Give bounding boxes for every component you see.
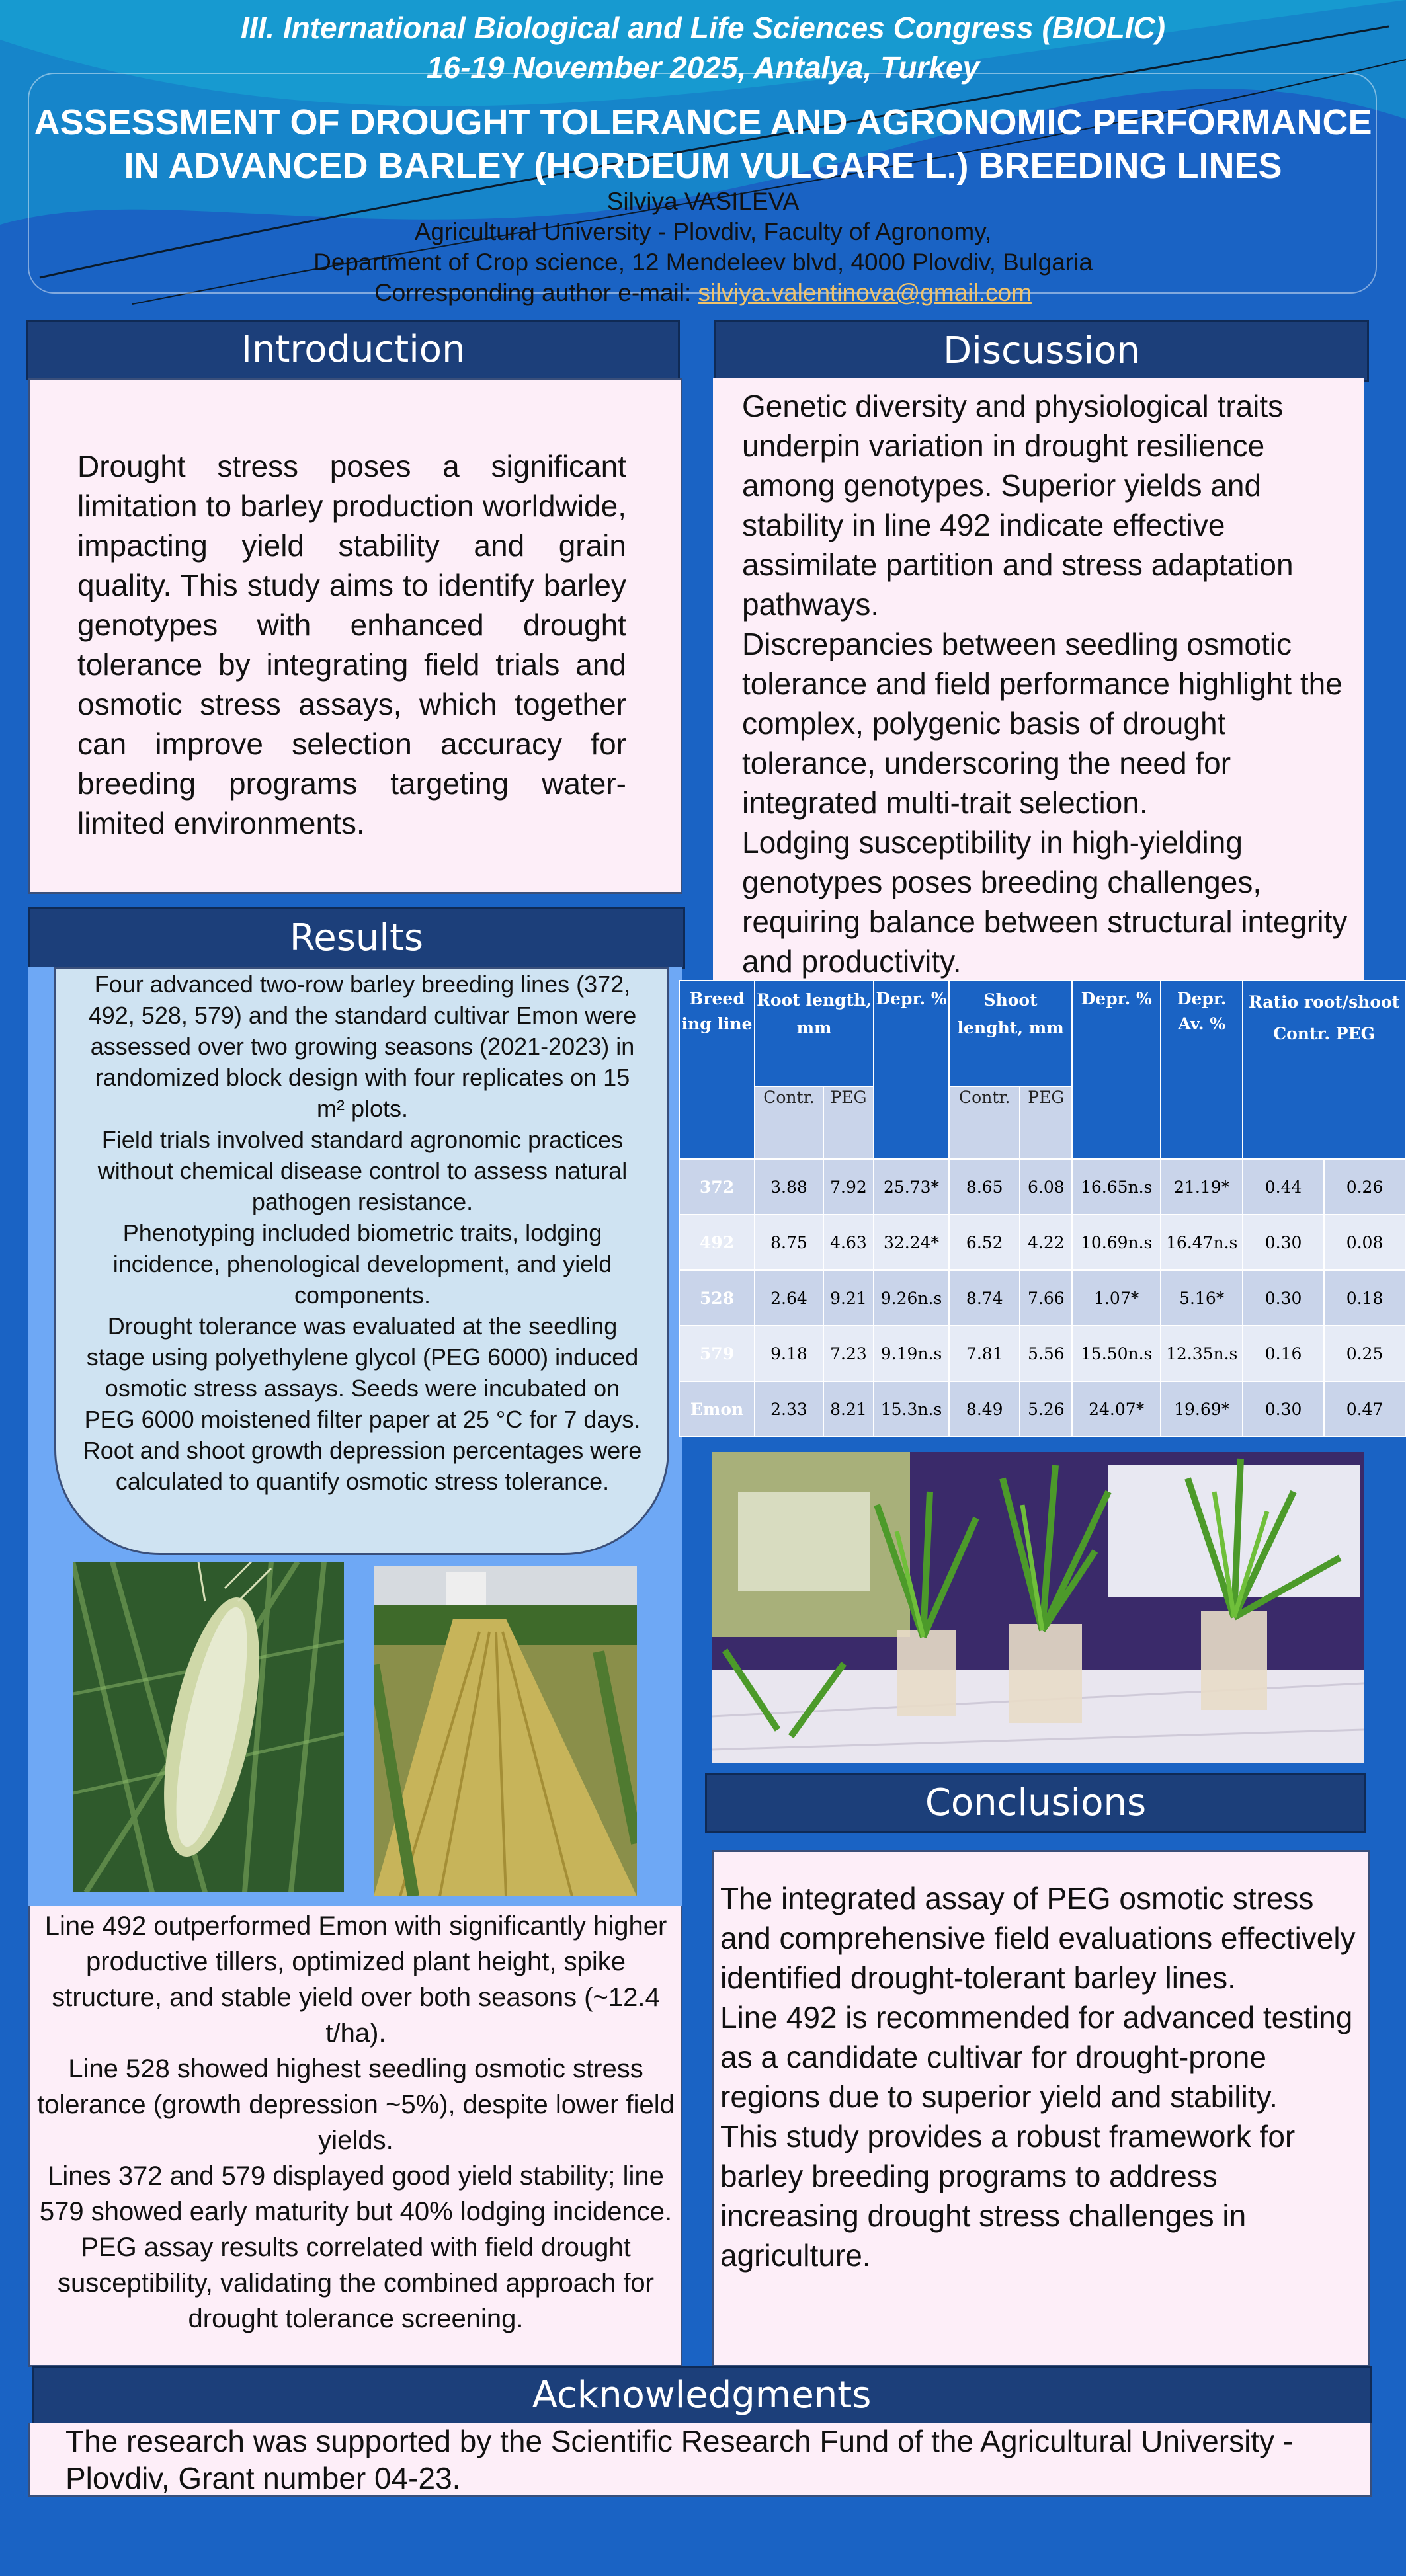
peg-assay-lab-photo bbox=[712, 1452, 1364, 1763]
table-cell: 6.08 bbox=[1020, 1159, 1072, 1215]
table-header-line: Breed ing line bbox=[679, 981, 755, 1159]
table-cell: 8.21 bbox=[823, 1381, 874, 1437]
table-header-shoot: Shoot lenght, mm bbox=[949, 981, 1072, 1086]
results-methods-bubble bbox=[54, 967, 669, 1555]
discussion-paragraph: Discrepancies between seedling osmotic tolerance and field performance highlight the complex, polygenic basis of drought tolerance, underscoring the need for integrated multi-trait selection. bbox=[742, 627, 1343, 820]
author-name: Silviya VASILEVA bbox=[606, 188, 800, 215]
discussion-heading: Discussion bbox=[714, 320, 1369, 382]
results-findings-panel bbox=[28, 1906, 682, 2367]
table-cell: 8.49 bbox=[949, 1381, 1020, 1437]
table-cell-line: 492 bbox=[679, 1215, 755, 1270]
table-cell: 8.75 bbox=[755, 1215, 823, 1270]
table-header-root: Root length, mm bbox=[755, 981, 874, 1086]
table-cell: 32.24* bbox=[874, 1215, 949, 1270]
acknowledgments-text: The research was supported by the Scientific Research Fund of the Agricultural University - Plovdiv, Grant number 04-23. bbox=[65, 2424, 1294, 2495]
table-cell: 0.44 bbox=[1243, 1159, 1324, 1215]
table-cell: 9.18 bbox=[755, 1326, 823, 1381]
table-cell: 2.33 bbox=[755, 1381, 823, 1437]
finding-paragraph: Line 492 outperformed Emon with significantly higher productive tillers, optimized plant height, spike structure, and stable yield over both seasons (~12.4 t/ha). bbox=[44, 1912, 667, 2048]
table-subheader-contr: Contr. bbox=[755, 1086, 823, 1159]
conclusion-paragraph: Line 492 is recommended for advanced testing as a candidate cultivar for drought-prone regions due to superior yield and stability. bbox=[720, 2000, 1353, 2114]
table-cell: 5.56 bbox=[1020, 1326, 1072, 1381]
table-subheader-contr: Contr. bbox=[949, 1086, 1020, 1159]
affiliation-1: Agricultural University - Plovdiv, Faculty of Agronomy, bbox=[414, 218, 992, 245]
table-cell: 0.08 bbox=[1324, 1215, 1405, 1270]
conclusions-panel bbox=[712, 1850, 1370, 2367]
table-cell: 3.88 bbox=[755, 1159, 823, 1215]
results-heading: Results bbox=[28, 907, 685, 969]
conclusions-text bbox=[720, 1878, 1362, 2275]
barley-spike-photo bbox=[73, 1562, 344, 1892]
table-cell: 0.18 bbox=[1324, 1270, 1405, 1326]
table-cell: 9.19n.s bbox=[874, 1326, 949, 1381]
affiliation-2: Department of Crop science, 12 Mendeleev blvd, 4000 Plovdiv, Bulgaria bbox=[313, 249, 1093, 276]
method-paragraph: Four advanced two-row barley breeding lines (372, 492, 528, 579) and the standard cultivar Emon were assessed over two growing seasons (2021-2023) in randomized block design with four replicates on 15 m² plots. bbox=[88, 971, 637, 1122]
table-cell: 7.81 bbox=[949, 1326, 1020, 1381]
table-cell: 25.73* bbox=[874, 1159, 949, 1215]
table-header-ratio: Ratio root/shoot Contr. PEG bbox=[1243, 981, 1405, 1159]
discussion-panel bbox=[713, 378, 1364, 986]
table-cell-line: 579 bbox=[679, 1326, 755, 1381]
conference-name: III. International Biological and Life Sciences Congress (BIOLIC) bbox=[240, 11, 1166, 45]
table-cell: 0.30 bbox=[1243, 1270, 1324, 1326]
table-cell: 6.52 bbox=[949, 1215, 1020, 1270]
table-cell: 8.65 bbox=[949, 1159, 1020, 1215]
table-row bbox=[679, 1270, 1405, 1326]
email-line bbox=[0, 278, 1406, 308]
table-header-depr: Depr. % bbox=[874, 981, 949, 1159]
table-cell: 16.47n.s bbox=[1161, 1215, 1243, 1270]
table-cell: 9.21 bbox=[823, 1270, 874, 1326]
table-header-depr-av: Depr. Av. % bbox=[1161, 981, 1243, 1159]
table-cell-line: Emon bbox=[679, 1381, 755, 1437]
table-cell: 21.19* bbox=[1161, 1159, 1243, 1215]
table-cell: 19.69* bbox=[1161, 1381, 1243, 1437]
table-cell: 9.26n.s bbox=[874, 1270, 949, 1326]
table-row bbox=[679, 1215, 1405, 1270]
table-row bbox=[679, 1159, 1405, 1215]
barley-field-photo bbox=[374, 1566, 637, 1896]
table-cell: 0.16 bbox=[1243, 1326, 1324, 1381]
table-cell-line: 372 bbox=[679, 1159, 755, 1215]
table-cell: 7.23 bbox=[823, 1326, 874, 1381]
conference-dates: 16-19 November 2025, Antalya, Turkey bbox=[426, 50, 980, 85]
table-cell: 15.50n.s bbox=[1072, 1326, 1161, 1381]
discussion-paragraph: Genetic diversity and physiological traits underpin variation in drought resilience among genotypes. Superior yields and stability in line 492 indicate effective assimilate partition and stress adaptation pathways. bbox=[742, 389, 1294, 622]
table-cell: 4.22 bbox=[1020, 1215, 1072, 1270]
acknowledgments-panel bbox=[28, 2423, 1372, 2497]
email-label: Corresponding author e-mail: bbox=[374, 279, 692, 306]
table-cell: 0.47 bbox=[1324, 1381, 1405, 1437]
table-cell: 15.3n.s bbox=[874, 1381, 949, 1437]
table-row bbox=[679, 1326, 1405, 1381]
table-cell: 16.65n.s bbox=[1072, 1159, 1161, 1215]
results-findings bbox=[36, 1908, 675, 2337]
finding-paragraph: Line 528 showed highest seedling osmotic stress tolerance (growth depression ~5%), despite lower field yields. bbox=[37, 2054, 675, 2155]
table-cell: 2.64 bbox=[755, 1270, 823, 1326]
table-cell: 0.25 bbox=[1324, 1326, 1405, 1381]
table-row bbox=[679, 1381, 1405, 1437]
finding-paragraph: PEG assay results correlated with field drought susceptibility, validating the combined approach for drought tolerance screening. bbox=[58, 2233, 654, 2333]
introduction-panel bbox=[28, 378, 682, 894]
introduction-text: Drought stress poses a significant limitation to barley production worldwide, impacting yield stability and grain quality. This study aims to identify barley genotypes with enhanced drought tolerance by integrating field trials and osmotic stress assays, which together can improve selection accuracy for breeding programs targeting water-limited environments. bbox=[77, 449, 626, 840]
table-cell: 0.26 bbox=[1324, 1159, 1405, 1215]
title-line-2: IN ADVANCED BARLEY (HORDEUM VULGARE L.) BREEDING LINES bbox=[124, 146, 1282, 186]
conclusion-paragraph: The integrated assay of PEG osmotic stress and comprehensive field evaluations effectively identified drought-tolerant barley lines. bbox=[720, 1881, 1356, 1995]
table-cell: 12.35n.s bbox=[1161, 1326, 1243, 1381]
table-cell: 24.07* bbox=[1072, 1381, 1161, 1437]
table-cell: 7.92 bbox=[823, 1159, 874, 1215]
root-shoot-table bbox=[679, 980, 1406, 1437]
discussion-text bbox=[742, 386, 1350, 981]
table-cell: 5.16* bbox=[1161, 1270, 1243, 1326]
conclusion-paragraph: This study provides a robust framework for barley breeding programs to address increasing drought stress challenges in agriculture. bbox=[720, 2119, 1296, 2273]
table-cell: 7.66 bbox=[1020, 1270, 1072, 1326]
table-cell: 0.30 bbox=[1243, 1381, 1324, 1437]
table-header-depr: Depr. % bbox=[1072, 981, 1161, 1159]
method-paragraph: Field trials involved standard agronomic practices without chemical disease control to assess natural pathogen resistance. bbox=[97, 1126, 628, 1215]
table-cell: 8.74 bbox=[949, 1270, 1020, 1326]
finding-paragraph: Lines 372 and 579 displayed good yield stability; line 579 showed early maturity but 40% lodging incidence. bbox=[39, 2161, 673, 2226]
title-line-1: ASSESSMENT OF DROUGHT TOLERANCE AND AGRONOMIC PERFORMANCE bbox=[34, 102, 1372, 142]
table-cell: 4.63 bbox=[823, 1215, 874, 1270]
email-link[interactable]: silviya.valentinova@gmail.com bbox=[698, 279, 1032, 306]
conference-heading bbox=[0, 8, 1406, 87]
discussion-paragraph: Lodging susceptibility in high-yielding genotypes poses breeding challenges, requiring balance between structural integrity and productivity. bbox=[742, 825, 1348, 979]
conclusions-heading: Conclusions bbox=[705, 1773, 1366, 1833]
table-subheader-peg: PEG bbox=[1020, 1086, 1072, 1159]
results-methods bbox=[83, 969, 642, 1497]
table-subheader-peg: PEG bbox=[823, 1086, 874, 1159]
poster-title bbox=[0, 101, 1406, 188]
table-cell-line: 528 bbox=[679, 1270, 755, 1326]
acknowledgments-heading: Acknowledgments bbox=[32, 2366, 1372, 2425]
method-paragraph: Phenotyping included biometric traits, lodging incidence, phenological development, and yield components. bbox=[112, 1219, 612, 1308]
author-block bbox=[0, 186, 1406, 308]
table-cell: 1.07* bbox=[1072, 1270, 1161, 1326]
table-cell: 5.26 bbox=[1020, 1381, 1072, 1437]
method-paragraph: Drought tolerance was evaluated at the seedling stage using polyethylene glycol (PEG 6000) induced osmotic stress assays. Seeds were incubated on PEG 6000 moistened filter paper at 25 °C for 7 days. Root and shoot growth depression percentages were calculated to quantify osmotic stress tolerance. bbox=[83, 1312, 642, 1495]
table-cell: 10.69n.s bbox=[1072, 1215, 1161, 1270]
table-cell: 0.30 bbox=[1243, 1215, 1324, 1270]
introduction-heading: Introduction bbox=[26, 320, 680, 380]
